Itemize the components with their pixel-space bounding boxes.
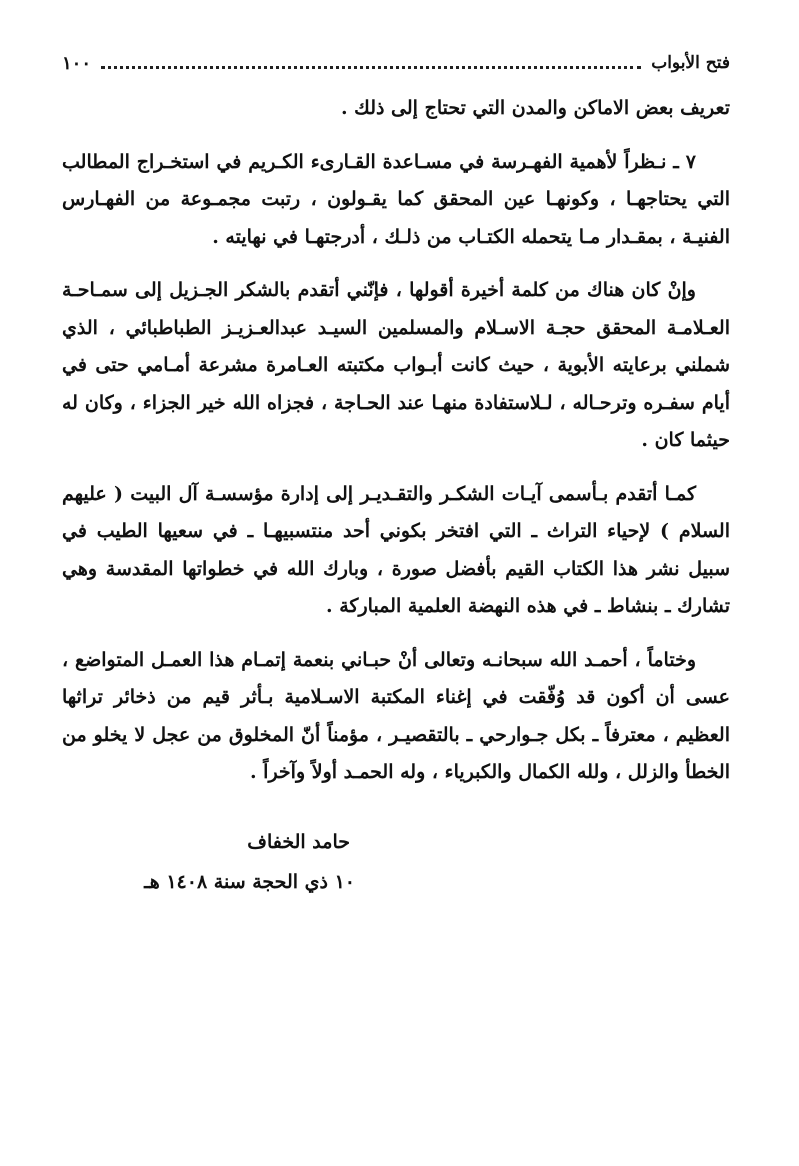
paragraph: ٧ ـ نـظراً لأهمية الفهـرسة في مسـاعدة القـارىء الكـريم في استخـراج المطالب التي يحتاجهـا ، وكونهـا عين المحقق كما يقـولون ، رتبت مجمـوعة من الفهـارس الفنيـة ، بمقـدار مـا يتحمله الكتـاب من ذلـك ، أدرجتهـا في نهايته . (62, 150, 730, 248)
running-header (62, 50, 730, 76)
paragraph: وختاماً ، أحمـد الله سبحانـه وتعالى أنْ حبـاني بنعمة إتمـام هذا العمـل المتواضع ، عسى أن أكون قد وُفّقت في إغناء المكتبة الاسـلامية بـأثر قيم من ذخائر تراثها العظيم ، معترفاً ـ بكل جـوارحي ـ بالتقصيـر ، مؤمناً أنّ المخلوق من عجل لا يخلو من الخطأ والزلل ، ولله الكمال والكبرياء ، وله الحمـد أولاً وآخراً . (62, 648, 730, 783)
author-name: حامد الخفاف (247, 830, 350, 853)
paragraph: تعريف بعض الاماكن والمدن التي تحتاج إلى ذلك . (340, 97, 730, 119)
body-text (62, 90, 730, 792)
signature-date: ١٠ ذي الحجة سنة ١٤٠٨ هـ (144, 870, 355, 893)
paragraph: وإنْ كان هناك من كلمة أخيرة أقولها ، فإنّني أتقدم بالشكر الجـزيل إلى سمـاحـة العـلامـة المحقق حجـة الاسـلام والمسلمين السيـد عبدالعـزيـز الطباطبائي ، الذي شملني برعايته الأبوية ، حيث كانت أبـواب مكتبته العـامرة مشرعة أمـامي حتى في أيام سفـره وترحـاله ، لـلاستفادة منهـا عند الحـاجة ، فجزاه الله خير الجزاء ، وكان له حيثما كان . (62, 279, 730, 451)
paragraph: كمـا أتقدم بـأسمى آيـات الشكـر والتقـديـر إلى إدارة مؤسسـة آل البيت ( عليهم السلام ) لإحياء التراث ـ التي افتخر بكوني أحد منتسبيهـا ـ في سعيها الطيب في سبيل نشر هذا الكتاب القيم بأفضل صورة ، وبارك الله في خطواتها المقدسة وهي تشارك ـ بنشاط ـ في هذه النهضة العلمية المباركة . (62, 482, 730, 617)
document-page (62, 50, 730, 902)
signature-block (62, 822, 730, 902)
page-number: ١٠٠ (62, 52, 92, 74)
header-dot-leader (101, 66, 641, 69)
book-title: فتح الأبواب (651, 53, 730, 73)
